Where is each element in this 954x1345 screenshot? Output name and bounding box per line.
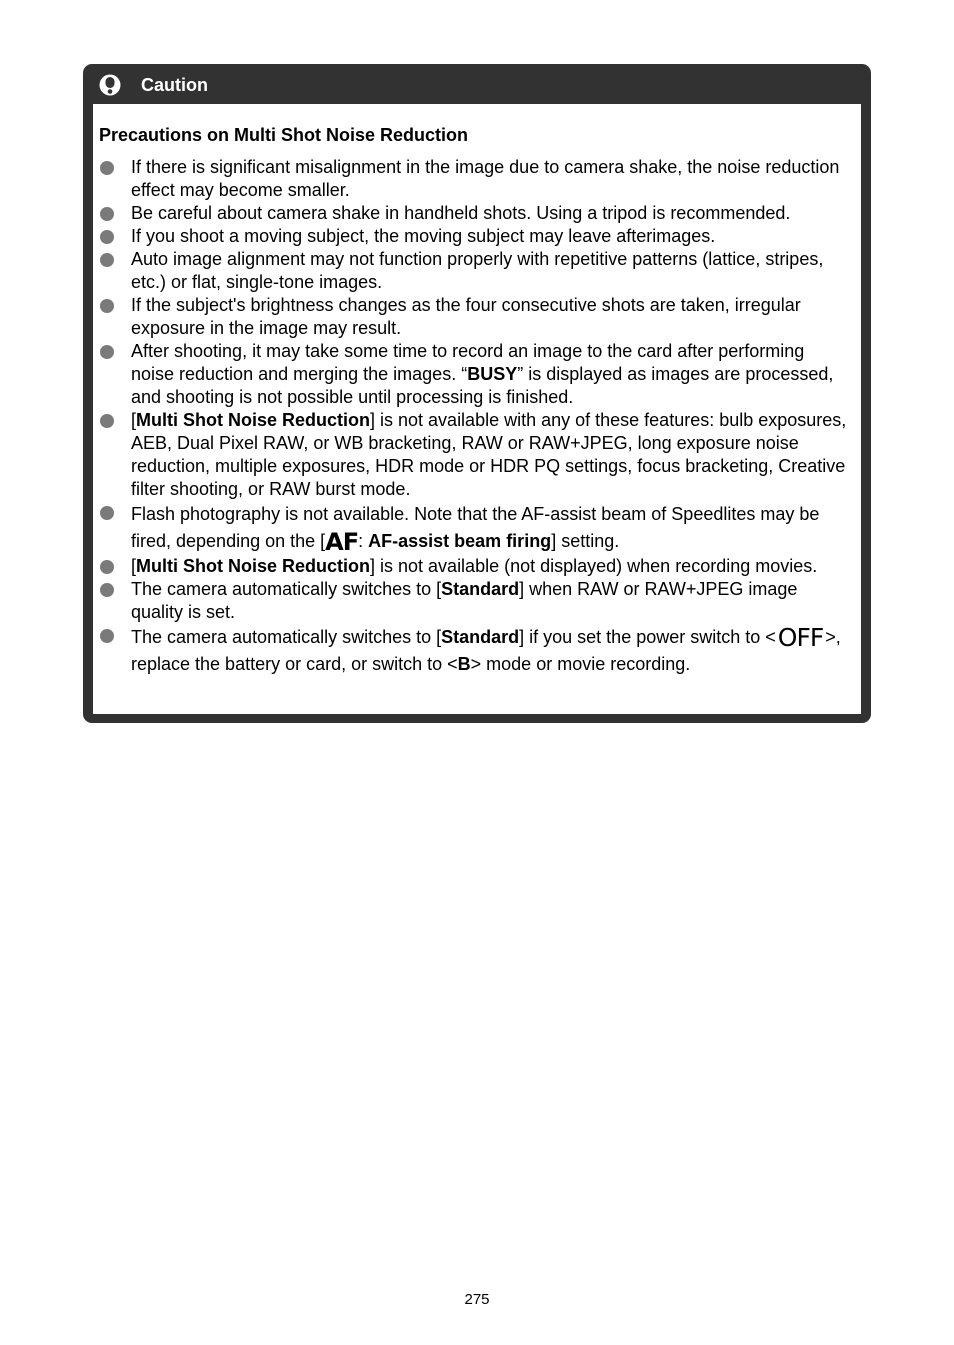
menu-item-name: Multi Shot Noise Reduction: [136, 410, 371, 430]
af-tab-icon: AF: [325, 528, 359, 556]
menu-item-name: Standard: [441, 579, 520, 599]
list-item: [93, 340, 861, 409]
bullet-icon: [100, 253, 114, 267]
list-item-text: [131, 341, 833, 407]
list-item-text: If there is significant misalignment in the image due to camera shake, the noise reduction effect may become smaller.: [131, 157, 840, 200]
bullet-icon: [100, 629, 114, 643]
page-number: 275: [464, 1291, 490, 1308]
bullet-icon: [100, 230, 114, 244]
bullet-icon: [100, 345, 114, 359]
text-run: :: [358, 531, 369, 551]
text-run: ” is displayed as images are processed, and shooting is not possible until processing is finished.: [131, 364, 834, 407]
bullet-icon: [100, 560, 114, 574]
list-item: [93, 555, 861, 578]
list-item-text: Be careful about camera shake in handheld shots. Using a tripod is recommended.: [131, 203, 791, 223]
text-run: ] is not available with any of these features: bulb exposures, AEB, Dual Pixel RAW, or WB bracketing, RAW or RAW+JPEG, long exposure noise reduction, multiple exposures, HDR mode or HDR PQ settings, focus bracketing, Creative filter shooting, or RAW burst mode.: [131, 410, 847, 499]
text-run: [: [131, 410, 137, 430]
caution-header: [83, 64, 871, 104]
menu-item-name: Multi Shot Noise Reduction: [136, 556, 371, 576]
list-item-text: [131, 410, 846, 499]
list-item: [93, 409, 861, 501]
list-item-text: [131, 579, 797, 622]
bullet-icon: [100, 506, 114, 520]
bullet-icon: [100, 161, 114, 175]
busy-label: BUSY: [467, 364, 518, 384]
bullet-icon: [100, 583, 114, 597]
text-run: Flash photography is not available. Note that the AF-assist beam of Speedlites may be fired, depending on the [: [131, 504, 820, 551]
text-run: The camera automatically switches to [: [131, 579, 442, 599]
list-item-text: If the subject's brightness changes as the four consecutive shots are taken, irregular exposure in the image may result.: [131, 295, 801, 338]
menu-item-name: Standard: [441, 627, 520, 647]
mode-label: B: [457, 654, 471, 674]
text-run: ] if you set the power switch to <: [519, 627, 776, 647]
text-run: ] is not available (not displayed) when recording movies.: [370, 556, 818, 576]
power-off-icon: OFF: [777, 623, 824, 652]
text-run: ] setting.: [551, 531, 620, 551]
menu-item-name: AF-assist beam firing: [368, 531, 552, 551]
list-item: [93, 248, 861, 294]
precaution-list: [93, 156, 861, 678]
text-run: [: [131, 556, 137, 576]
list-item: [93, 294, 861, 340]
list-item-text: Auto image alignment may not function properly with repetitive patterns (lattice, stripes, etc.) or flat, single-tone images.: [131, 249, 824, 292]
caution-box: [83, 64, 871, 723]
caution-body: [93, 104, 861, 714]
list-item: [93, 202, 861, 225]
list-item-text: [131, 504, 820, 556]
text-run: ] when RAW or RAW+JPEG image quality is set.: [131, 579, 798, 622]
list-item-text: [131, 623, 841, 674]
exclamation-icon: [99, 74, 121, 96]
list-item-text: [131, 556, 817, 576]
list-item: [93, 501, 861, 555]
list-item-text: If you shoot a moving subject, the moving subject may leave afterimages.: [131, 226, 716, 246]
section-title: Precautions on Multi Shot Noise Reduction: [99, 125, 469, 145]
list-item: [93, 578, 861, 624]
bullet-icon: [100, 299, 114, 313]
caution-title: Caution: [141, 75, 208, 95]
text-run: >, replace the battery or card, or switch to <: [131, 627, 841, 674]
bullet-icon: [100, 414, 114, 428]
bullet-icon: [100, 207, 114, 221]
text-run: After shooting, it may take some time to record an image to the card after performing noise reduction and merging the images. “: [131, 341, 805, 384]
text-run: > mode or movie recording.: [470, 654, 691, 674]
list-item: [93, 156, 861, 202]
text-run: The camera automatically switches to [: [131, 627, 442, 647]
list-item: [93, 225, 861, 248]
list-item: [93, 624, 861, 678]
